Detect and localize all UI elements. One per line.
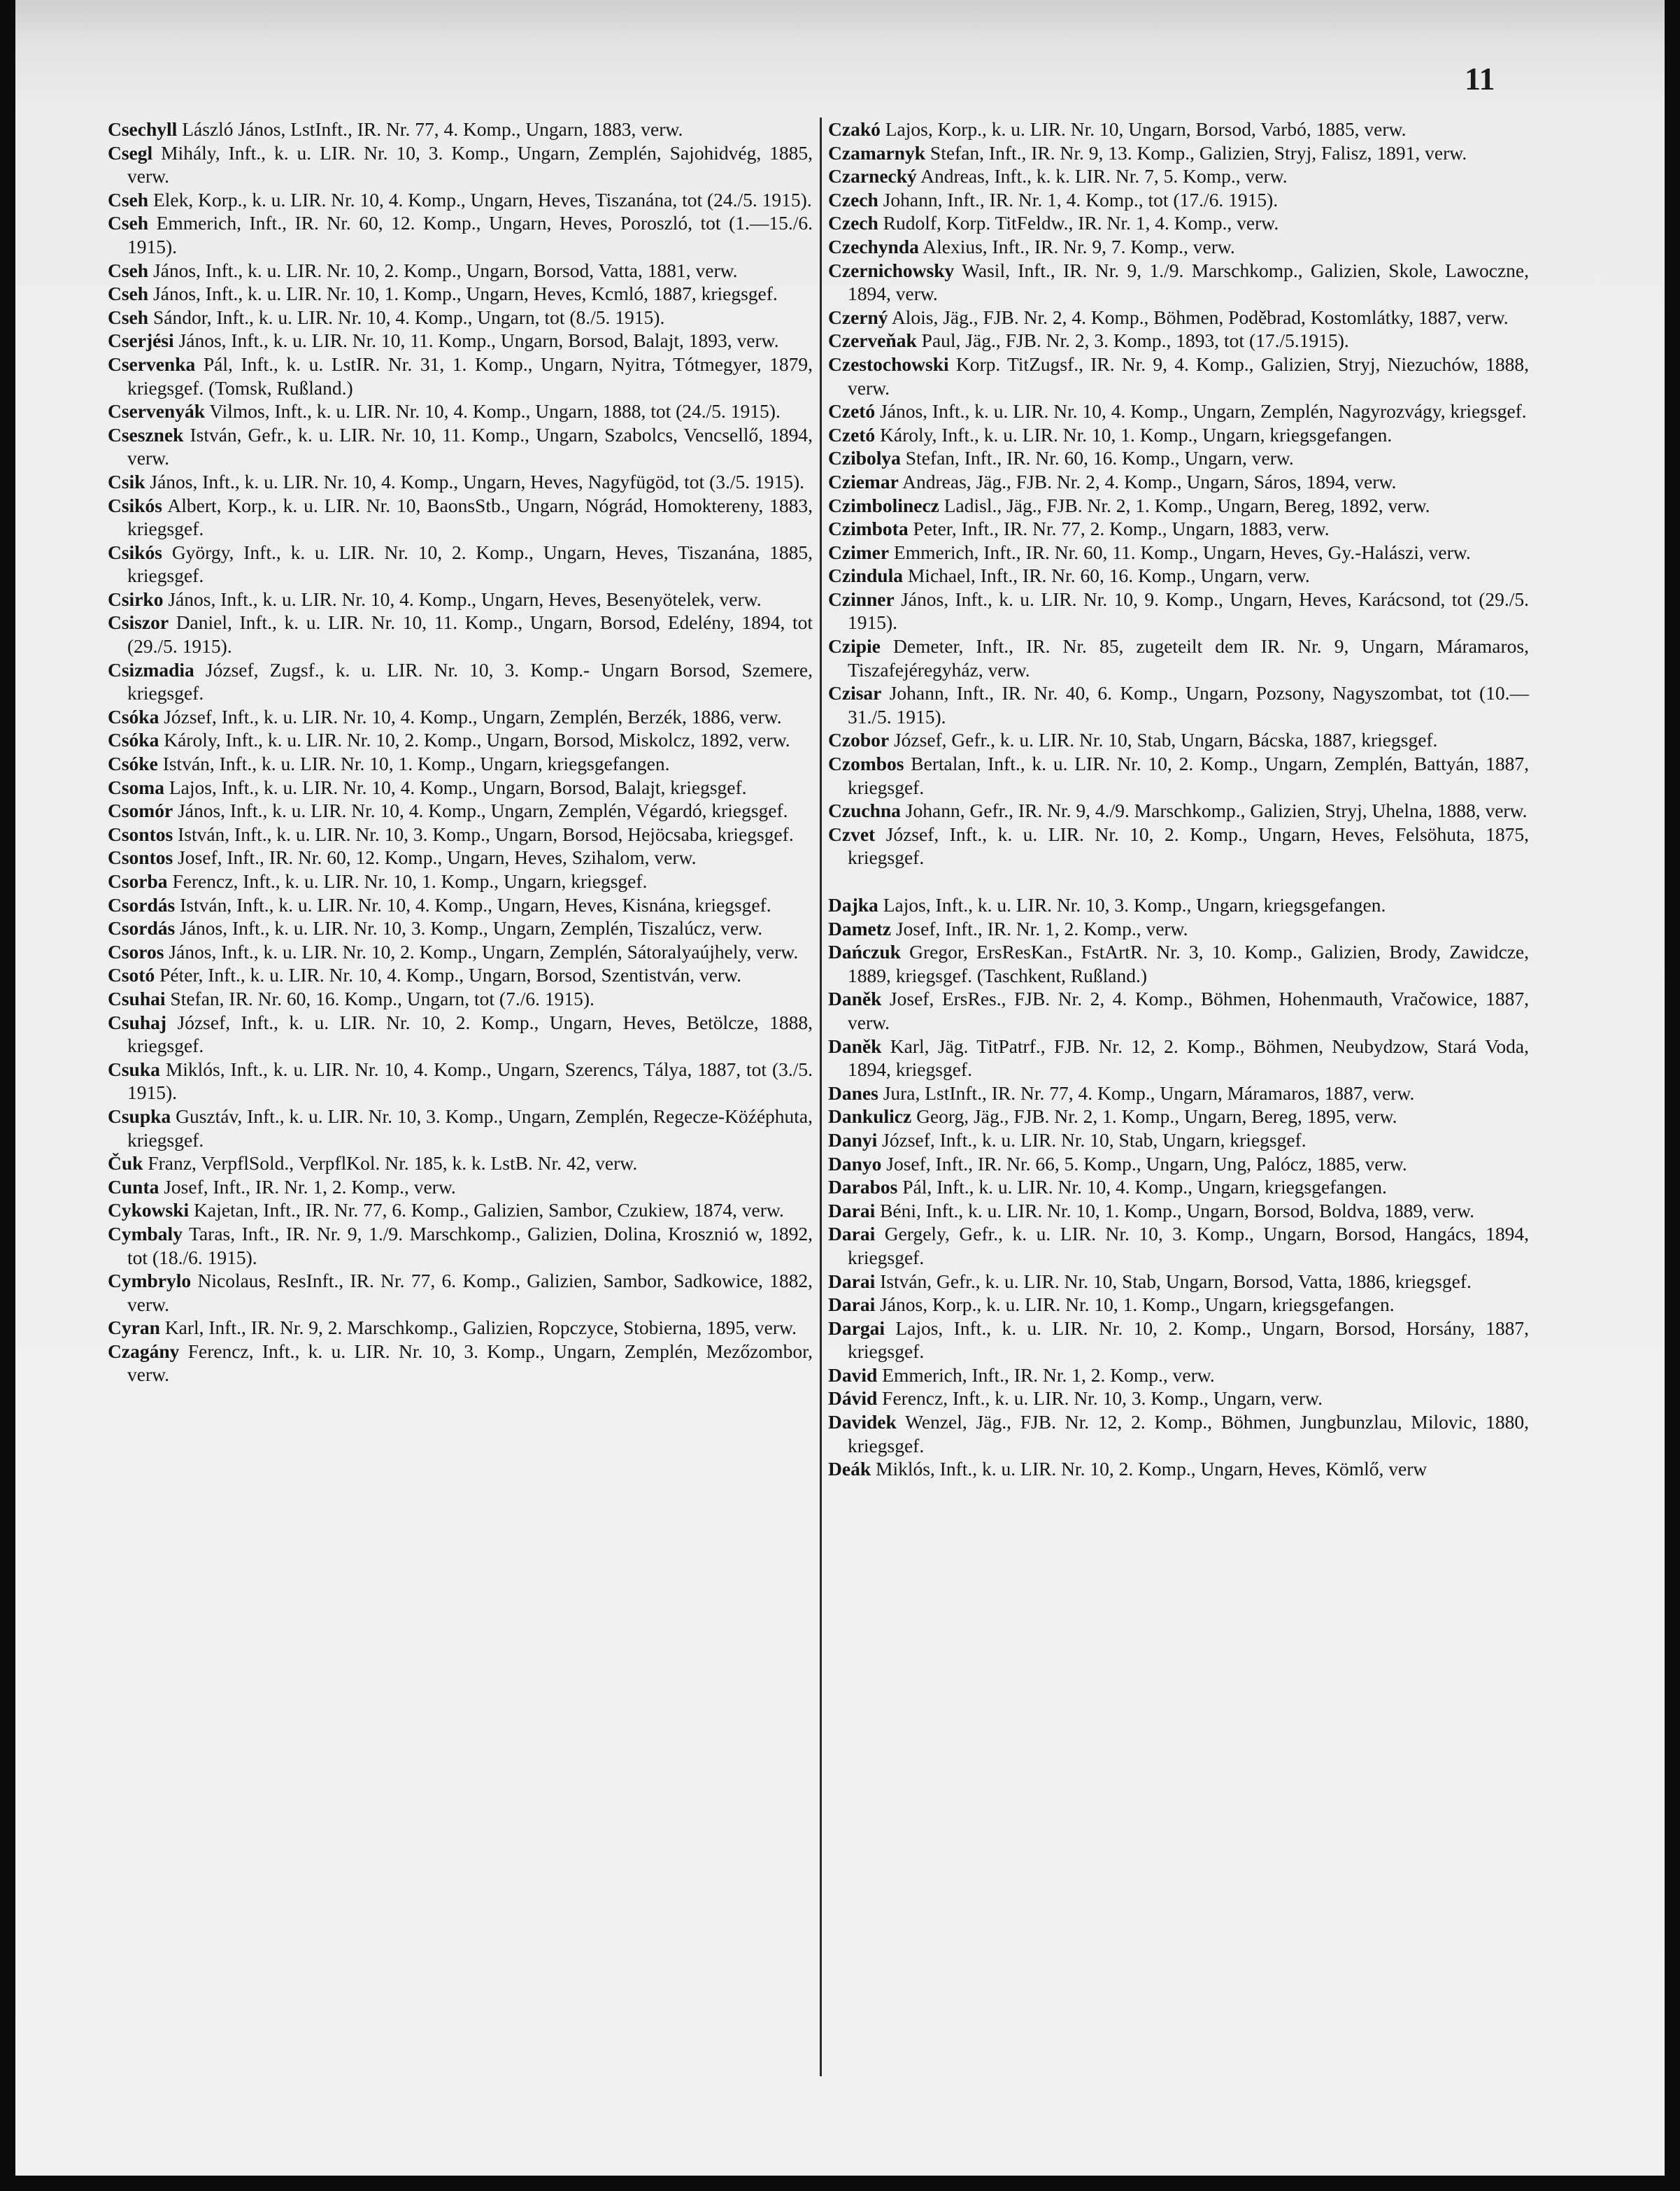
list-entry [828, 917, 1529, 941]
entry-details: József, Inft., k. u. LIR. Nr. 10, 2. Komp., Ungarn, Heves, Felsöhuta, 1875, kriegsgef. [848, 823, 1529, 869]
entry-surname: Czisar [828, 682, 882, 704]
entry-surname: Cyran [108, 1317, 160, 1339]
list-entry [108, 118, 813, 141]
entry-details: Bertalan, Inft., k. u. LIR. Nr. 10, 2. Komp., Ungarn, Zemplén, Battyán, 1887, kriegsgef. [848, 753, 1530, 798]
entry-surname: Czech [828, 188, 878, 211]
list-entry [108, 823, 813, 846]
entry-details: István, Gefr., k. u. LIR. Nr. 10, 11. Komp., Ungarn, Szabolcs, Vencsellő, 1894, verw. [127, 423, 813, 469]
list-entry [108, 1316, 813, 1340]
entry-surname: Cseh [108, 283, 149, 305]
entry-surname: Csikós [108, 541, 162, 563]
list-entry [108, 916, 813, 940]
list-entry [828, 211, 1529, 235]
list-entry [828, 1035, 1529, 1082]
entry-surname: Czamarnyk [828, 141, 926, 164]
entry-surname: Czombos [828, 753, 904, 775]
entry-surname: Csikós [108, 494, 162, 516]
entry-surname: Danyo [828, 1152, 882, 1175]
entry-details: Emmerich, Inft., IR. Nr. 60, 11. Komp., Ungarn, Heves, Gy.-Halászi, verw. [893, 541, 1471, 563]
entry-surname: Csizmadia [108, 658, 194, 681]
entry-surname: Csotó [108, 964, 155, 986]
list-entry [828, 728, 1529, 752]
list-entry [108, 541, 813, 588]
list-entry [828, 1128, 1529, 1152]
list-entry [108, 141, 813, 188]
list-entry [108, 658, 813, 705]
list-entry [108, 494, 813, 541]
list-entry [108, 588, 813, 611]
entry-details: Stefan, Inft., IR. Nr. 60, 16. Komp., Ungarn, verw. [905, 447, 1294, 469]
entry-details: Michael, Inft., IR. Nr. 60, 16. Komp., Ungarn, verw. [907, 565, 1310, 587]
list-entry [108, 1198, 813, 1222]
list-entry [828, 470, 1529, 494]
entry-details: Miklós, Inft., k. u. LIR. Nr. 10, 2. Komp., Ungarn, Heves, Kömlő, verw [876, 1458, 1428, 1480]
list-entry [828, 1363, 1529, 1387]
entry-details: Alois, Jäg., FJB. Nr. 2, 4. Komp., Böhmen, Poděbrad, Kostomlátky, 1887, verw. [891, 306, 1509, 328]
entry-details: Gregor, ErsResKan., FstArtR. Nr. 3, 10. Komp., Galizien, Brody, Zawidcze, 1889, kriegsgef. (Taschkent, Rußland.) [848, 941, 1530, 986]
left-column [108, 118, 813, 1387]
list-entry [828, 634, 1529, 681]
list-entry [828, 259, 1529, 306]
list-entry [828, 306, 1529, 329]
entry-surname: Czagány [108, 1340, 180, 1362]
list-entry [828, 1293, 1529, 1317]
page-number: 11 [1465, 61, 1495, 97]
list-entry [108, 728, 813, 752]
list-entry [828, 681, 1529, 728]
entry-surname: Czernichowsky [828, 259, 955, 281]
entry-surname: Csesznek [108, 423, 184, 446]
list-entry [108, 1151, 813, 1175]
entry-details: János, Inft., k. u. LIR. Nr. 10, 1. Komp., Ungarn, Heves, Kcmló, 1887, kriegsgef. [152, 283, 778, 305]
list-entry [108, 893, 813, 917]
entry-surname: Dajka [828, 894, 878, 916]
list-entry [828, 118, 1529, 141]
entry-details: János, Inft., k. u. LIR. Nr. 10, 2. Komp., Ungarn, Borsod, Vatta, 1881, verw. [152, 259, 738, 281]
list-entry [828, 235, 1529, 259]
entry-surname: Czvet [828, 823, 876, 845]
entry-surname: Csontos [108, 846, 173, 869]
entry-surname: David [828, 1363, 878, 1386]
list-entry [108, 470, 813, 494]
list-entry [828, 1387, 1529, 1410]
entry-details: István, Inft., k. u. LIR. Nr. 10, 3. Komp., Ungarn, Borsod, Hejöcsaba, kriegsgef. [178, 823, 794, 845]
entry-details: Lajos, Inft., k. u. LIR. Nr. 10, 2. Komp., Ungarn, Borsod, Horsány, 1887, kriegsgef. [848, 1317, 1530, 1363]
entry-surname: Cseh [108, 306, 149, 328]
entry-surname: Czibolya [828, 447, 901, 469]
column-divider [820, 118, 822, 2076]
list-entry [108, 752, 813, 776]
entry-details: Johann, Inft., IR. Nr. 1, 4. Komp., tot (17./6. 1915). [883, 188, 1279, 211]
entry-details: Paul, Jäg., FJB. Nr. 2, 3. Komp., 1893, tot (17./5.1915). [921, 329, 1349, 352]
list-entry [108, 1269, 813, 1316]
entry-surname: Csordás [108, 893, 176, 916]
entry-surname: Cseh [108, 259, 149, 281]
list-entry [828, 353, 1529, 399]
list-entry [828, 752, 1529, 799]
entry-details: Karl, Inft., IR. Nr. 9, 2. Marschkomp., Galizien, Ropczyce, Stobierna, 1895, verw. [164, 1317, 797, 1339]
list-entry [828, 517, 1529, 541]
entry-details: János, Inft., k. u. LIR. Nr. 10, 3. Komp., Ungarn, Zemplén, Tiszalúcz, verw. [180, 917, 763, 939]
list-entry [828, 329, 1529, 353]
list-entry [828, 893, 1529, 917]
entry-surname: Csirko [108, 588, 164, 610]
list-entry [108, 1105, 813, 1151]
entry-surname: Cunta [108, 1175, 159, 1198]
list-entry [828, 588, 1529, 634]
entry-details: Wenzel, Jäg., FJB. Nr. 12, 2. Komp., Böhmen, Jungbunzlau, Milovic, 1880, kriegsgef. [848, 1411, 1529, 1456]
entry-surname: Czerveňak [828, 329, 917, 352]
list-entry [828, 1199, 1529, 1223]
list-entry [108, 611, 813, 658]
list-entry [108, 188, 813, 212]
entry-details: Georg, Jäg., FJB. Nr. 2, 1. Komp., Ungarn, Bereg, 1895, verw. [916, 1105, 1397, 1128]
list-entry [828, 1152, 1529, 1176]
entry-details: János, Inft., k. u. LIR. Nr. 10, 4. Komp., Ungarn, Heves, Nagyfügöd, tot (3./5. 1915). [150, 470, 805, 492]
entry-details: Mihály, Inft., k. u. LIR. Nr. 10, 3. Komp., Ungarn, Zemplén, Sajohidvég, 1885, verw. [127, 141, 813, 187]
document-page [15, 0, 1665, 2176]
list-entry [828, 1222, 1529, 1269]
entry-surname: Czetó [828, 423, 876, 446]
entry-details: Lajos, Inft., k. u. LIR. Nr. 10, 4. Komp., Ungarn, Borsod, Balajt, kriegsgef. [169, 776, 747, 798]
entry-surname: Cservenka [108, 353, 196, 375]
entry-details: János, Inft., k. u. LIR. Nr. 10, 4. Komp., Ungarn, Zemplén, Nagyrozvágy, kriegsgef. [880, 400, 1527, 423]
entry-surname: Csontos [108, 823, 173, 845]
entry-details: Lajos, Inft., k. u. LIR. Nr. 10, 3. Komp., Ungarn, kriegsgefangen. [883, 894, 1386, 916]
list-entry [828, 164, 1529, 188]
entry-details: Johann, Gefr., IR. Nr. 9, 4./9. Marschkomp., Galizien, Stryj, Uhelna, 1888, verw. [905, 800, 1528, 822]
entry-details: Andreas, Jäg., FJB. Nr. 2, 4. Komp., Ungarn, Sáros, 1894, verw. [902, 470, 1397, 492]
entry-details: Stefan, Inft., IR. Nr. 9, 13. Komp., Galizien, Stryj, Falisz, 1891, verw. [930, 141, 1467, 164]
list-entry [108, 870, 813, 893]
entry-surname: Czinner [828, 588, 895, 610]
entry-surname: Csuka [108, 1058, 160, 1080]
entry-surname: Csuhai [108, 987, 166, 1009]
list-entry [108, 1340, 813, 1387]
entry-surname: Csóka [108, 729, 159, 751]
entry-details: Daniel, Inft., k. u. LIR. Nr. 10, 11. Komp., Ungarn, Borsod, Edelény, 1894, tot (29./5. 1915). [127, 611, 813, 658]
entry-details: Peter, Inft., IR. Nr. 77, 2. Komp., Ungarn, 1883, verw. [913, 518, 1330, 540]
entry-details: Gusztáv, Inft., k. u. LIR. Nr. 10, 3. Komp., Ungarn, Zemplén, Regecze-Köźéphuta, kriegsgef. [127, 1105, 813, 1151]
list-entry [828, 541, 1529, 565]
entry-details: Sándor, Inft., k. u. LIR. Nr. 10, 4. Komp., Ungarn, tot (8./5. 1915). [152, 306, 665, 328]
entry-surname: Cseh [108, 188, 149, 211]
entry-surname: Csóke [108, 753, 158, 775]
entry-surname: Czech [828, 212, 878, 234]
entry-surname: Csuhaj [108, 1011, 167, 1033]
entry-surname: Cziemar [828, 470, 899, 492]
entry-surname: Čuk [108, 1152, 143, 1175]
entry-surname: Csechyll [108, 118, 178, 140]
list-entry [828, 1105, 1529, 1128]
entry-surname: Czechynda [828, 235, 919, 257]
list-entry [108, 353, 813, 399]
list-entry [108, 329, 813, 353]
entry-surname: Dametz [828, 917, 892, 939]
list-entry [828, 1457, 1529, 1481]
list-entry [108, 1058, 813, 1105]
entry-details: István, Inft., k. u. LIR. Nr. 10, 4. Komp., Ungarn, Heves, Kisnána, kriegsgef. [180, 893, 771, 916]
entry-surname: Czipie [828, 635, 881, 658]
entry-surname: Czestochowski [828, 353, 949, 375]
entry-details: József, Gefr., k. u. LIR. Nr. 10, Stab, Ungarn, Bácska, 1887, kriegsgef. [893, 729, 1438, 751]
entry-details: Stefan, IR. Nr. 60, 16. Komp., Ungarn, tot (7./6. 1915). [170, 987, 595, 1009]
list-entry [828, 564, 1529, 588]
entry-details: János, Inft., k. u. LIR. Nr. 10, 4. Komp., Ungarn, Heves, Besenyötelek, verw. [168, 588, 762, 610]
entry-details: Nicolaus, ResInft., IR. Nr. 77, 6. Komp., Galizien, Sambor, Sadkowice, 1882, verw. [127, 1270, 813, 1315]
entry-surname: Darabos [828, 1176, 898, 1198]
entry-surname: Daněk [828, 988, 882, 1010]
list-entry [108, 306, 813, 329]
entry-details: Josef, Inft., IR. Nr. 1, 2. Komp., verw. [895, 917, 1188, 939]
entry-details: Josef, Inft., IR. Nr. 1, 2. Komp., verw. [164, 1175, 456, 1198]
list-entry [828, 399, 1529, 423]
list-entry [108, 846, 813, 870]
list-entry [828, 1082, 1529, 1105]
entry-surname: Danyi [828, 1128, 878, 1151]
list-entry [828, 1410, 1529, 1457]
entry-details: István, Gefr., k. u. LIR. Nr. 10, Stab, Ungarn, Borsod, Vatta, 1886, kriegsgef. [880, 1270, 1472, 1292]
entry-details: János, Inft., k. u. LIR. Nr. 10, 2. Komp., Ungarn, Zemplén, Sátoralyaújhely, verw. [169, 940, 799, 963]
entry-details: Pál, Inft., k. u. LstIR. Nr. 31, 1. Komp., Ungarn, Nyitra, Tótmegyer, 1879, kriegsgef. (Tomsk, Rußland.) [127, 353, 813, 399]
entry-surname: Czimer [828, 541, 890, 563]
entry-details: Kajetan, Inft., IR. Nr. 77, 6. Komp., Galizien, Sambor, Czukiew, 1874, verw. [194, 1199, 784, 1221]
entry-details: József, Zugsf., k. u. LIR. Nr. 10, 3. Komp.- Ungarn Borsod, Szemere, kriegsgef. [127, 658, 813, 704]
entry-details: Ferencz, Inft., k. u. LIR. Nr. 10, 3. Komp., Ungarn, verw. [882, 1387, 1323, 1410]
section-gap [828, 870, 1529, 893]
right-column [828, 118, 1529, 1481]
entry-surname: Dargai [828, 1317, 885, 1339]
entry-details: József, Inft., k. u. LIR. Nr. 10, 4. Komp., Ungarn, Zemplén, Berzék, 1886, verw. [164, 705, 782, 728]
list-entry [828, 823, 1529, 870]
entry-details: János, Inft., k. u. LIR. Nr. 10, 4. Komp., Ungarn, Zemplén, Végardó, kriegsgef. [178, 800, 788, 822]
entry-details: Emmerich, Inft., IR. Nr. 60, 12. Komp., Ungarn, Heves, Poroszló, tot (1.—15./6. 1915). [127, 212, 813, 257]
entry-surname: Darai [828, 1270, 876, 1292]
entry-surname: Csiszor [108, 611, 169, 634]
entry-details: Lajos, Korp., k. u. LIR. Nr. 10, Ungarn, Borsod, Varbó, 1885, verw. [885, 118, 1407, 140]
entry-surname: Czindula [828, 565, 903, 587]
entry-surname: Dankulicz [828, 1105, 912, 1128]
list-entry [108, 963, 813, 987]
entry-surname: Darai [828, 1223, 876, 1245]
list-entry [828, 987, 1529, 1034]
list-entry [108, 799, 813, 823]
entry-surname: Dańczuk [828, 941, 901, 963]
entry-details: Alexius, Inft., IR. Nr. 9, 7. Komp., verw. [923, 235, 1235, 257]
entry-details: Andreas, Inft., k. k. LIR. Nr. 7, 5. Komp., verw. [920, 165, 1288, 187]
entry-surname: Csomór [108, 800, 173, 822]
entry-details: György, Inft., k. u. LIR. Nr. 10, 2. Komp., Ungarn, Heves, Tiszanána, 1885, kriegsgef. [127, 541, 813, 587]
list-entry [108, 259, 813, 283]
entry-details: János, Inft., k. u. LIR. Nr. 10, 11. Komp., Ungarn, Borsod, Balajt, 1893, verw. [178, 329, 779, 352]
list-entry [828, 188, 1529, 212]
entry-details: János, Korp., k. u. LIR. Nr. 10, 1. Komp., Ungarn, kriegsgefangen. [880, 1293, 1395, 1316]
entry-details: Vilmos, Inft., k. u. LIR. Nr. 10, 4. Komp., Ungarn, 1888, tot (24./5. 1915). [209, 400, 781, 423]
entry-surname: Cymbaly [108, 1222, 183, 1245]
entry-details: János, Inft., k. u. LIR. Nr. 10, 9. Komp., Ungarn, Heves, Karácsond, tot (29./5. 1915). [848, 588, 1530, 634]
entry-details: József, Inft., k. u. LIR. Nr. 10, 2. Komp., Ungarn, Heves, Betölcze, 1888, kriegsgef. [127, 1011, 813, 1057]
entry-details: Josef, ErsRes., FJB. Nr. 2, 4. Komp., Böhmen, Hohenmauth, Vračowice, 1887, verw. [848, 988, 1530, 1033]
entry-details: Miklós, Inft., k. u. LIR. Nr. 10, 4. Komp., Ungarn, Szerencs, Tálya, 1887, tot (3./5. 1915). [127, 1058, 813, 1104]
entry-surname: Czimbota [828, 518, 909, 540]
entry-details: Josef, Inft., IR. Nr. 60, 12. Komp., Ungarn, Heves, Szihalom, verw. [178, 846, 697, 869]
list-entry [828, 446, 1529, 470]
entry-details: Jura, LstInft., IR. Nr. 77, 4. Komp., Ungarn, Máramaros, 1887, verw. [883, 1082, 1415, 1104]
list-entry [108, 399, 813, 423]
list-entry [108, 1222, 813, 1269]
list-entry [108, 423, 813, 470]
entry-surname: Davidek [828, 1411, 897, 1433]
list-entry [108, 1175, 813, 1199]
entry-details: Demeter, Inft., IR. Nr. 85, zugeteilt dem IR. Nr. 9, Ungarn, Máramaros, Tiszafejéregyház, verw. [848, 635, 1529, 681]
list-entry [108, 776, 813, 800]
list-entry [828, 1270, 1529, 1293]
entry-details: József, Inft., k. u. LIR. Nr. 10, Stab, Ungarn, kriegsgef. [882, 1128, 1307, 1151]
entry-surname: Csoma [108, 776, 164, 798]
list-entry [108, 282, 813, 306]
entry-details: Elek, Korp., k. u. LIR. Nr. 10, 4. Komp., Ungarn, Heves, Tiszanána, tot (24./5. 1915). [152, 188, 812, 211]
entry-surname: Cykowski [108, 1199, 190, 1221]
list-entry [108, 940, 813, 964]
entry-surname: Darai [828, 1293, 876, 1316]
entry-details: Ladisl., Jäg., FJB. Nr. 2, 1. Komp., Ungarn, Bereg, 1892, verw. [944, 494, 1430, 516]
list-entry [108, 1011, 813, 1058]
entry-surname: Danes [828, 1082, 878, 1104]
list-entry [828, 141, 1529, 165]
entry-surname: Dávid [828, 1387, 878, 1410]
list-entry [108, 987, 813, 1011]
entry-surname: Csorba [108, 870, 168, 892]
entry-surname: Deák [828, 1458, 871, 1480]
entry-details: István, Inft., k. u. LIR. Nr. 10, 1. Komp., Ungarn, kriegsgefangen. [162, 753, 670, 775]
entry-details: Béni, Inft., k. u. LIR. Nr. 10, 1. Komp., Ungarn, Borsod, Boldva, 1889, verw. [880, 1199, 1474, 1221]
entry-details: Ferencz, Inft., k. u. LIR. Nr. 10, 1. Komp., Ungarn, kriegsgef. [172, 870, 648, 892]
entry-surname: Cymbrylo [108, 1270, 192, 1292]
entry-details: Wasil, Inft., IR. Nr. 9, 1./9. Marschkomp., Galizien, Skole, Lawoczne, 1894, verw. [848, 259, 1530, 305]
entry-details: Gergely, Gefr., k. u. LIR. Nr. 10, 3. Komp., Ungarn, Borsod, Hangács, 1894, kriegsgef. [848, 1223, 1529, 1268]
entry-surname: Cservenyák [108, 400, 206, 423]
entry-surname: Czerný [828, 306, 888, 328]
entry-surname: Cseh [108, 212, 149, 234]
entry-surname: Czimbolinecz [828, 494, 939, 516]
entry-surname: Csupka [108, 1105, 171, 1127]
entry-details: Albert, Korp., k. u. LIR. Nr. 10, BaonsStb., Ungarn, Nógrád, Homoktereny, 1883, kriegsgef. [127, 494, 813, 540]
list-entry [108, 705, 813, 729]
entry-details: Karl, Jäg. TitPatrf., FJB. Nr. 12, 2. Komp., Böhmen, Neubydzow, Stará Voda, 1894, kriegsgef. [848, 1035, 1529, 1081]
entry-details: Péter, Inft., k. u. LIR. Nr. 10, 4. Komp., Ungarn, Borsod, Szentistván, verw. [159, 964, 742, 986]
entry-details: Rudolf, Korp. TitFeldw., IR. Nr. 1, 4. Komp., verw. [883, 212, 1279, 234]
entry-details: Josef, Inft., IR. Nr. 66, 5. Komp., Ungarn, Ung, Palócz, 1885, verw. [886, 1152, 1407, 1175]
entry-surname: Czakó [828, 118, 881, 140]
entry-details: Károly, Inft., k. u. LIR. Nr. 10, 1. Komp., Ungarn, kriegsgefangen. [880, 423, 1393, 446]
entry-details: Emmerich, Inft., IR. Nr. 1, 2. Komp., verw. [882, 1363, 1215, 1386]
entry-surname: Czarnecký [828, 165, 917, 187]
entry-details: Ferencz, Inft., k. u. LIR. Nr. 10, 3. Komp., Ungarn, Zemplén, Mezőzombor, verw. [127, 1340, 813, 1386]
entry-surname: Csik [108, 470, 145, 492]
entry-surname: Daněk [828, 1035, 882, 1057]
list-entry [828, 940, 1529, 987]
entry-surname: Csordás [108, 917, 176, 939]
list-entry [828, 1175, 1529, 1199]
list-entry [828, 799, 1529, 823]
entry-details: Károly, Inft., k. u. LIR. Nr. 10, 2. Komp., Ungarn, Borsod, Miskolcz, 1892, verw. [164, 729, 790, 751]
entry-details: László János, LstInft., IR. Nr. 77, 4. Komp., Ungarn, 1883, verw. [182, 118, 683, 140]
entry-surname: Czetó [828, 400, 876, 423]
entry-details: Franz, VerpflSold., VerpflKol. Nr. 185, k. k. LstB. Nr. 42, verw. [148, 1152, 638, 1175]
entry-surname: Czobor [828, 729, 890, 751]
entry-surname: Csoros [108, 940, 164, 963]
list-entry [828, 494, 1529, 518]
list-entry [828, 1317, 1529, 1363]
entry-surname: Darai [828, 1199, 876, 1221]
entry-surname: Csegl [108, 141, 153, 164]
entry-surname: Czuchna [828, 800, 901, 822]
entry-details: Korp. TitZugsf., IR. Nr. 9, 4. Komp., Galizien, Stryj, Niezuchów, 1888, verw. [848, 353, 1529, 399]
entry-details: Johann, Inft., IR. Nr. 40, 6. Komp., Ungarn, Pozsony, Nagyszombat, tot (10.—31./5. 1915). [848, 682, 1529, 728]
entry-surname: Cserjési [108, 329, 174, 352]
entry-surname: Csóka [108, 705, 159, 728]
entry-details: Pál, Inft., k. u. LIR. Nr. 10, 4. Komp., Ungarn, kriegsgefangen. [902, 1176, 1387, 1198]
entry-details: Taras, Inft., IR. Nr. 9, 1./9. Marschkomp., Galizien, Dolina, Krosznió w, 1892, tot (18./6. 1915). [127, 1222, 813, 1268]
list-entry [108, 211, 813, 258]
list-entry [828, 423, 1529, 447]
